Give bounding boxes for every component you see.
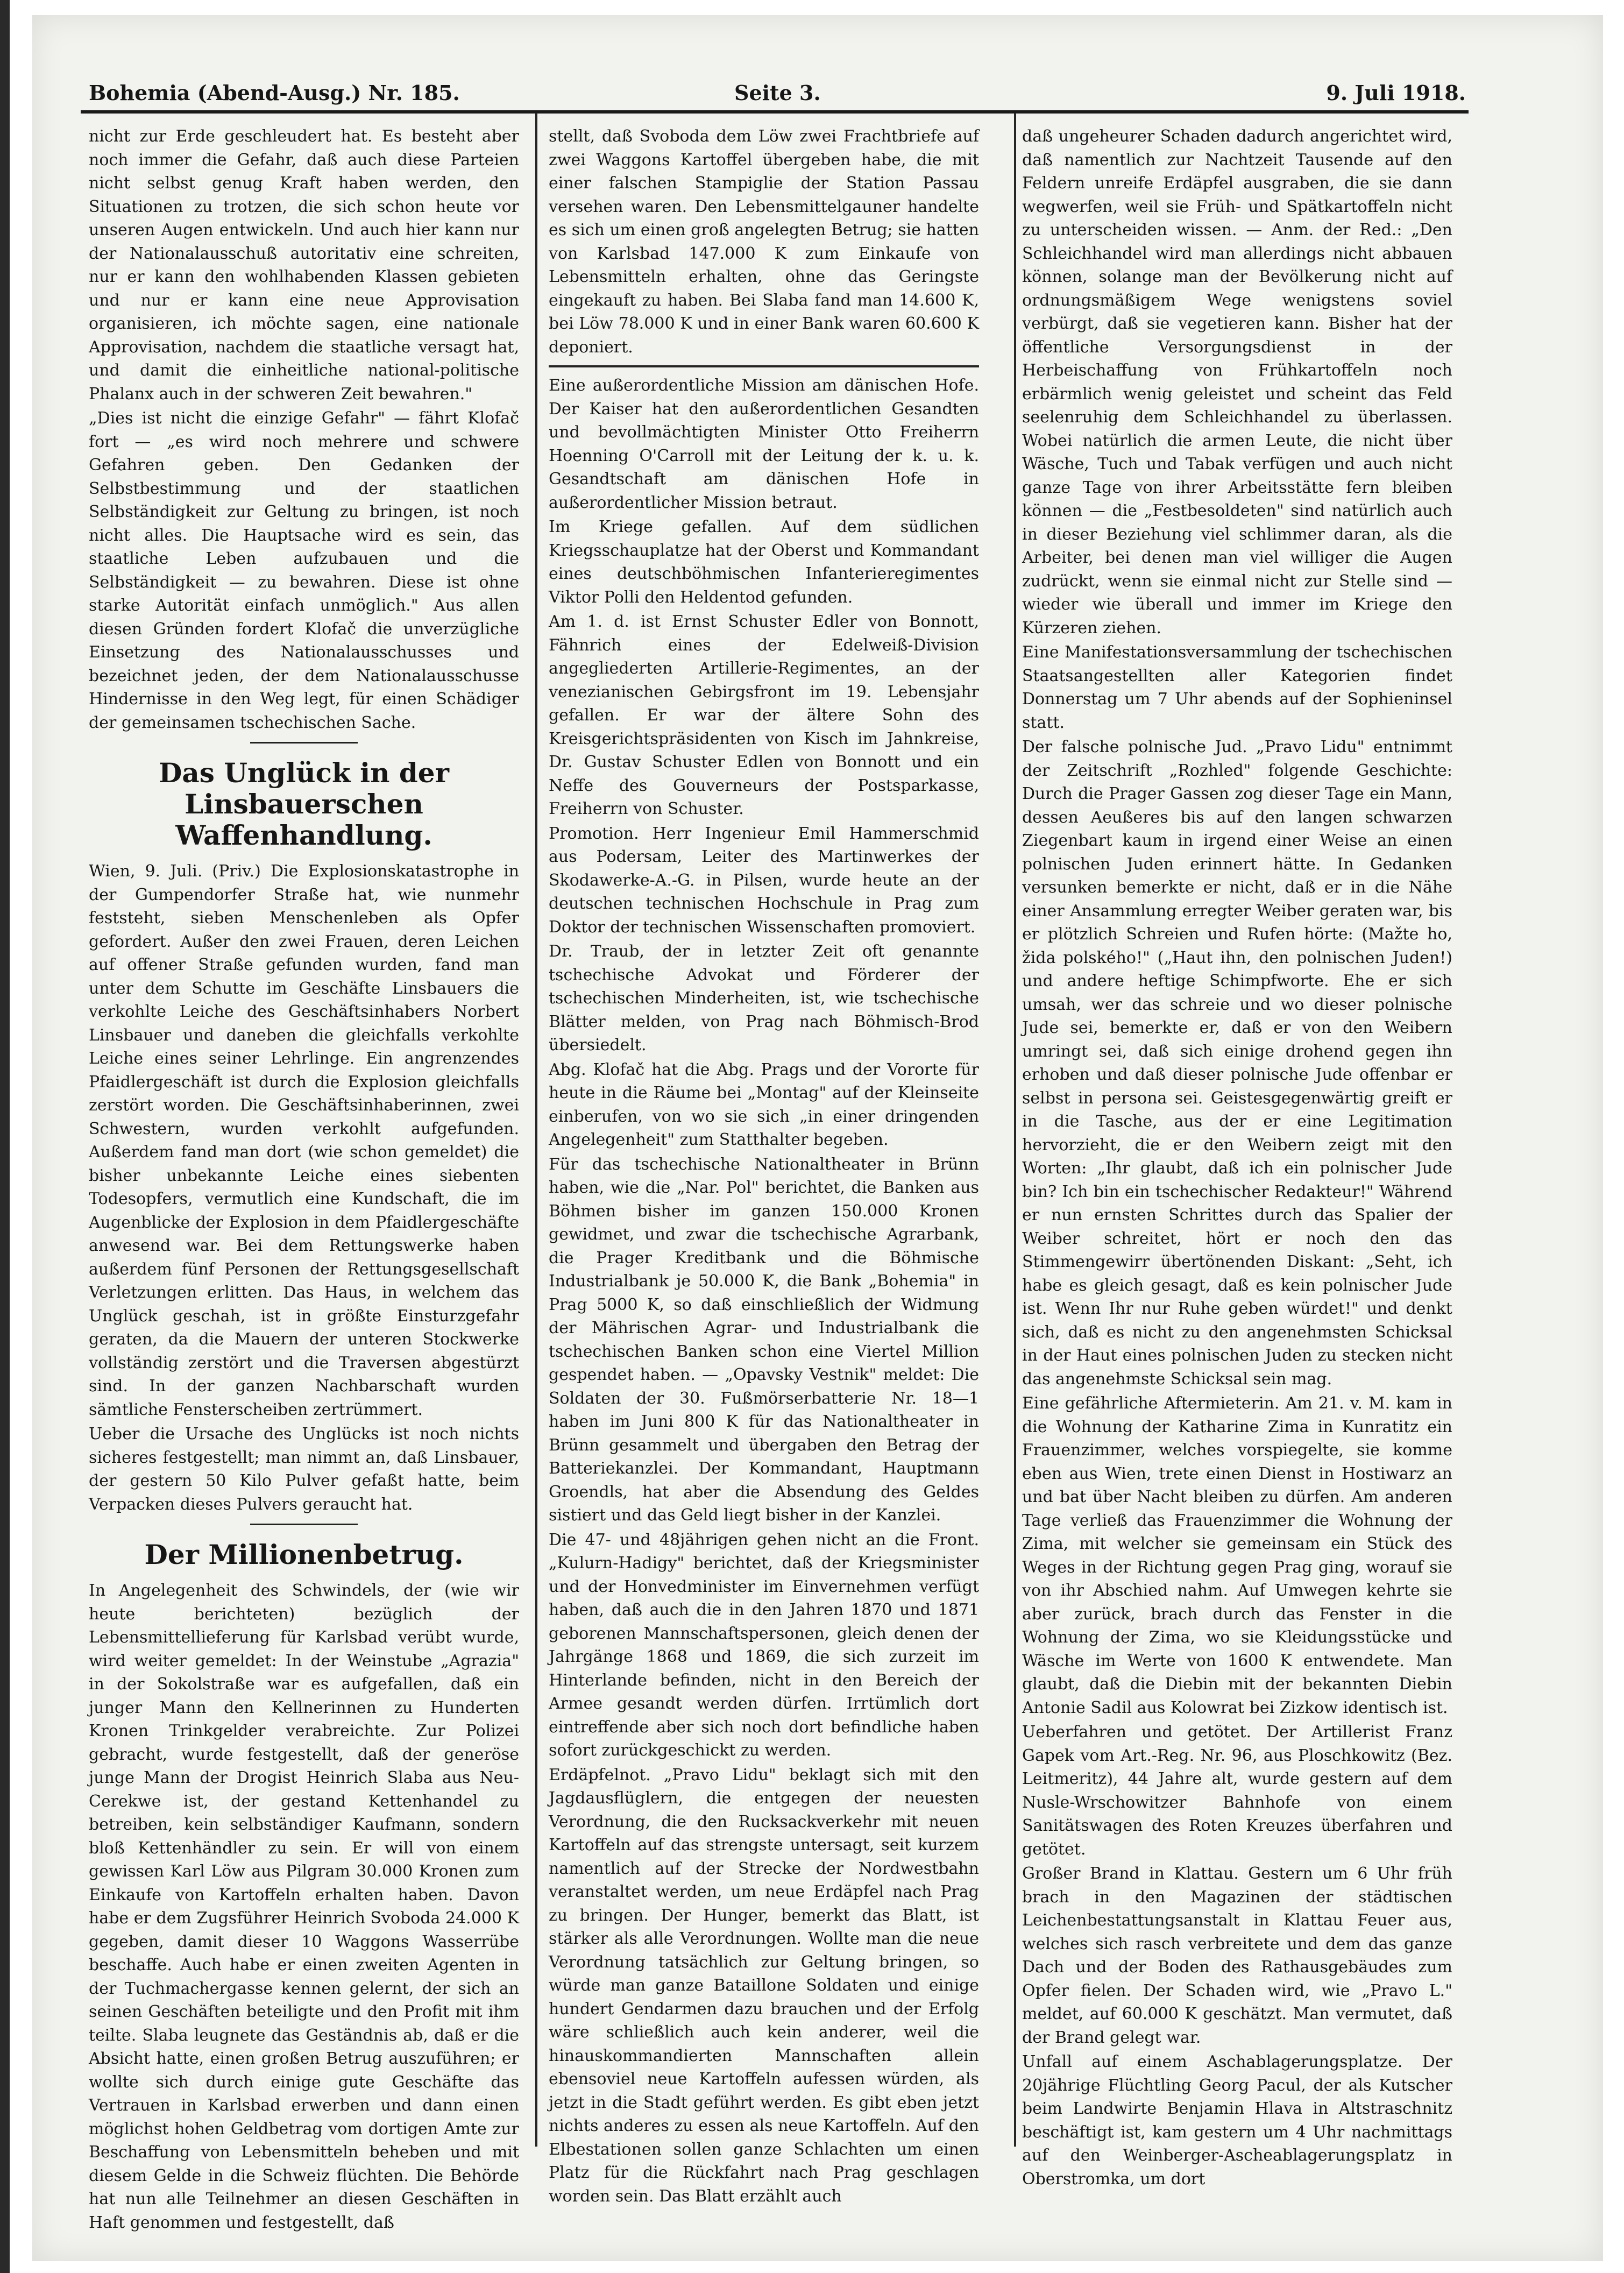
news-item: Eine außerordentliche Mission am dänischen Hofe. Der Kaiser hat den außerordentlichen Gesandten und bevollmächtigten Minister Otto Freiherrn Hoenning O'Carroll mit der Leitung der k. u. k. Gesandtschaft am dänischen Hofe in außerordentlicher Mission betraut. <box>549 376 979 512</box>
section-rule <box>250 742 358 743</box>
column-1 <box>89 125 519 2234</box>
news-item: Am 1. d. ist Ernst Schuster Edler von Bonnott, Fähnrich eines der Edelweiß-Division angegliederten Artillerie-Regimentes, an der venezianischen Gebirgsfront im 19. Lebensjahr gefallen. Er war der ältere Sohn des Kreisgerichtspräsidenten von Kisch im Jahnkreise, Dr. Gustav Schuster Edlen von Bonnott und ein Neffe des Gouverneurs der Postsparkasse, Freiherrn von Schuster. <box>549 612 979 818</box>
headline-fraud: Der Millionenbetrug. <box>144 1539 464 1570</box>
news-item: daß ungeheurer Schaden dadurch angerichtet wird, daß namentlich zur Nachtzeit Tausende auf den Feldern unreife Erdäpfel ausgraben, die sie dann wegwerfen, weil sie Früh- und Spätkartoffeln nicht zu unterscheiden wissen. — Anm. der Red.: „Den Schleichhandel wird man allerdings nicht abbauen können, solange man der Bevölkerung nicht auf ordnungsmäßigem Wege wenigstens soviel verbürgt, daß sie vegetieren kann. Bisher hat der öffentliche Versorgungsdienst in der Herbeischaffung von Frühkartoffeln noch erbärmlich wenig geleistet und scheint das Feld seelenruhig dem Schleichhandel zu überlassen. Wobei natürlich die armen Leute, die nicht über Wäsche, Tuch und Tabak verfügen und auch nicht ganze Tage von ihrer Arbeitsstätte fern bleiben können — die „Festbesoldeten" sind natürlich auch in dieser Beziehung viel schlimmer daran, als die Arbeiter, bei denen man viel williger die Augen zudrückt, wenn sie einmal nicht zur Stelle sind — wieder wie überall und immer im Kriege den Kürzeren ziehen. <box>1022 127 1452 638</box>
news-item: Eine gefährliche Aftermieterin. Am 21. v. M. kam in die Wohnung der Katharine Zima in Kunratitz ein Frauenzimmer, welches vorspiegelte, sie komme eben aus Wien, trete einen Dienst in Hostiwarz an und bat über Nacht bleiben zu dürfen. Am anderen Tage verließ das Frauenzimmer die Wohnung der Zima, mit welcher sie gemeinsam ein Stück des Weges in der Richtung gegen Prag ging, worauf sie von ihr Abschied nahm. Auf Umwegen kehrte sie aber zurück, brach durch das Fenster in die Wohnung der Zima, wo sie Kleidungsstücke und Wäsche im Werte von 1600 K entwendete. Man glaubt, daß die Diebin mit der bekannten Diebin Antonie Sadil aus Kolowrat bei Zizkow identisch ist. <box>1022 1394 1452 1717</box>
news-item: Im Kriege gefallen. Auf dem südlichen Kriegsschauplatze hat der Oberst und Kommandant eines deutschböhmischen Infanterieregimentes Viktor Polli den Heldentod gefunden. <box>549 518 979 607</box>
article-paragraph: In Angelegenheit des Schwindels, der (wie wir heute berichteten) bezüglich der Lebensmittellieferung für Karlsbad verübt wurde, wird weiter gemeldet: In der Weinstube „Agrazia" in der Sokolstraße war es aufgefallen, daß ein junger Mann den Kellnerinnen zu Hunderten Kronen Trinkgelder verabreichte. Zur Polizei gebracht, wurde festgestellt, daß der generöse junge Mann der Drogist Heinrich Slaba aus Neu-Cerekwe ist, der gestand Kettenhandel zu betreiben, kein selbständiger Kaufmann, sondern bloß Kettenhändler zu sein. Er will von einem gewissen Karl Löw aus Pilgram 30.000 Kronen zum Einkaufe von Kartoffeln erhalten haben. Davon habe er dem Zugsführer Heinrich Svoboda 24.000 K gegeben, damit dieser 10 Waggons Wasserrübe beschaffe. Auch habe er einen zweiten Agenten in der Tuchmachergasse kennen gelernt, der sich an seinen Geschäften beteiligte und den Profit mit ihm teilte. Slaba leugnete das Geständnis ab, daß er die Absicht hatte, einen großen Betrug auszuführen; er wollte sich durch einige gute Geschäfte das Vertrauen in Karlsbad erwerben und dann einen möglichst hohen Geldbetrag vom dortigen Amte zur Beschaffung von Lebensmitteln beheben und mit diesem Gelde in die Schweiz flüchten. Die Behörde hat nun alle Teilnehmer an diesen Geschäften in Haft genommen und festgestellt, daß <box>89 1581 519 2232</box>
news-item: Eine Manifestationsversammlung der tschechischen Staatsangestellten aller Kategorien findet Donnerstag um 7 Uhr abends auf der Sophieninsel statt. <box>1022 643 1452 732</box>
page-header <box>89 81 1466 113</box>
section-rule <box>250 1524 358 1525</box>
column-divider <box>1014 113 1016 2147</box>
column-divider <box>535 113 537 2147</box>
article-paragraph: stellt, daß Svoboda dem Löw zwei Frachtbriefe auf zwei Waggons Kartoffel übergeben habe, die mit einer falschen Stampiglie der Station Passau versehen waren. Den Lebensmittelgauner handelte es sich um einen groß angelegten Betrug; sie hatten von Karlsbad 147.000 K zum Einkaufe von Lebensmitteln erhalten, ohne das Geringste eingekauft zu haben. Bei Slaba fand man 14.600 K, bei Löw 78.000 K und in einer Bank waren 60.600 K deponiert. <box>549 127 979 357</box>
article-paragraph: Ueber die Ursache des Unglücks ist noch nichts sicheres festgestellt; man nimmt an, daß Linsbauer, der gestern 50 Kilo Pulver gefaßt hatte, beim Verpacken dieses Pulvers geraucht hat. <box>89 1425 519 1514</box>
news-item: Dr. Traub, der in letzter Zeit oft genannte tschechische Advokat und Förderer der tschechischen Minderheiten, ist, wie tschechische Blätter melden, von Prag nach Böhmisch-Brod übersiedelt. <box>549 942 979 1054</box>
news-item: Ueberfahren und getötet. Der Artillerist Franz Gapek vom Art.-Reg. Nr. 96, aus Ploschkowitz (Bez. Leitmeritz), 44 Jahre alt, wurde gestern auf dem Nusle-Wrschowitzer Bahnhofe von einem Sanitätswagen des Roten Kreuzes überfahren und getötet. <box>1022 1723 1452 1859</box>
section-rule <box>549 365 979 367</box>
column-2 <box>549 125 979 2208</box>
article-paragraph: nicht zur Erde geschleudert hat. Es besteht aber noch immer die Gefahr, daß auch diese Parteien nicht selbst genug Kraft haben werden, den Situationen zu trotzen, die sich schon heute vor unseren Augen entwickeln. Und auch hier kann nur der Nationalausschuß autoritativ eine schreiten, nur er kann den wohlhabenden Klassen gebieten und nur er kann eine neue Approvisation organisieren, ich möchte sagen, eine nationale Approvisation, nachdem die staatliche versagt hat, und damit die einheitliche national-politische Phalanx auch in der schweren Zeit bewahren." <box>89 127 519 403</box>
headline-explosion: Das Unglück in der Linsbauerschen Waffenhandlung. <box>159 757 449 851</box>
page-edge <box>0 0 10 2273</box>
news-item: Erdäpfelnot. „Pravo Lidu" beklagt sich mit den Jagdausflüglern, die entgegen der neuesten Verordnung, die den Rucksackverkehr mit neuen Kartoffeln auf das strengste untersagt, seit kurzem namentlich auf der Strecke der Nordwestbahn veranstaltet werden, um neue Erdäpfel nach Prag zu bringen. Der Hunger, bemerkt das Blatt, ist stärker als alle Verordnungen. Wollte man die neue Verordnung tatsächlich zur Geltung bringen, so würde man ganze Bataillone Soldaten und einige hundert Gendarmen dazu brauchen und der Erfolg wäre schließlich auch kein anderer, weil die hinauskommandierten Mannschaften allein ebensoviel neue Kartoffeln aufessen würden, als jetzt in die Stadt geführt werden. Es gibt eben jetzt nichts anderes zu essen als neue Kartoffeln. Auf den Elbestationen sollen ganze Schlachten um einen Platz für die Rückfahrt nach Prag geschlagen worden sein. Das Blatt erzählt auch <box>549 1765 979 2206</box>
news-item: Promotion. Herr Ingenieur Emil Hammerschmid aus Podersam, Leiter des Martinwerkes der Skodawerke-A.-G. in Pilsen, wurde heute an der deutschen technischen Hochschule in Prag zum Doktor der technischen Wissenschaften promoviert. <box>549 824 979 937</box>
column-3 <box>1022 125 1452 2191</box>
news-item: Für das tschechische Nationaltheater in Brünn haben, wie die „Nar. Pol" berichtet, die Banken aus Böhmen bisher im ganzen 150.000 Kronen gewidmet, und zwar die tschechische Agrarbank, die Prager Kreditbank und die Böhmische Industrialbank je 50.000 K, die Bank „Bohemia" in Prag 5000 K, so daß einschließlich der Widmung der Mährischen Agrar- und Industrialbank die tschechischen Banken schon eine Viertel Million gespendet haben. — „Opavsky Vestnik" meldet: Die Soldaten der 30. Fußmörserbatterie Nr. 18—1 haben im Juni 800 K für das Nationaltheater in Brünn gesammelt und übergaben den Betrag der Batteriekanzlei. Der Kommandant, Hauptmann Groendls, hat aber die Absendung des Geldes sistiert und das Geld liegt bisher in der Kanzlei. <box>549 1155 979 1525</box>
article-paragraph: „Dies ist nicht die einzige Gefahr" — fährt Klofač fort — „es wird noch mehrere und schwere Gefahren geben. Den Gedanken der Selbstbestimmung und der staatlichen Selbständigkeit zur Geltung zu bringen, ist noch nicht alles. Die Hauptsache wird es sein, das staatliche Leben aufzubauen und die Selbständigkeit — zu bewahren. Diese ist ohne starke Autorität einfach unmöglich." Aus allen diesen Gründen fordert Klofač die unverzügliche Einsetzung des Nationalausschusses und bezeichnet jeden, der dem Nationalausschusse Hindernisse in den Weg legt, für einen Schädiger der gemeinsamen tschechischen Sache. <box>89 409 519 732</box>
masthead-left: Bohemia (Abend-Ausg.) Nr. 185. <box>89 81 460 105</box>
page-number: Seite 3. <box>734 81 821 105</box>
header-rule <box>81 110 1469 114</box>
news-item: Abg. Klofač hat die Abg. Prags und der Vororte für heute in die Räume bei „Montag" auf der Kleinseite einberufen, von wo sie sich „in einer dringenden Angelegenheit" zum Statthalter begeben. <box>549 1060 979 1149</box>
news-item: Unfall auf einem Aschablagerungsplatze. Der 20jährige Flüchtling Georg Pacul, der als Kutscher beim Landwirte Benjamin Hlava in Altstraschnitz beschäftigt ist, kam gestern um 4 Uhr nachmittags auf den Weinberger-Ascheablagerungsplatz in Oberstromka, um dort <box>1022 2052 1452 2189</box>
news-item: Die 47- und 48jährigen gehen nicht an die Front. „Kulurn-Hadigy" berichtet, daß der Kriegsminister und der Honvedminister im Einvernehmen verfügt haben, daß auch die in den Jahren 1870 und 1871 geborenen Mannschaftspersonen, gleich denen der Jahrgänge 1868 und 1869, die sich zurzeit im Hinterlande befinden, nicht in den Bereich der Armee gesandt werden dürfen. Irrtümlich dort eintreffende aber sich noch dort befindliche haben sofort zurückgeschickt zu werden. <box>549 1530 979 1760</box>
news-item: Großer Brand in Klattau. Gestern um 6 Uhr früh brach in den Magazinen der städtischen Leichenbestattungsanstalt in Klattau Feuer aus, welches sich rasch verbreitete und dem das ganze Dach und der Boden des Rathausgebäudes zum Opfer fielen. Der Schaden wird, wie „Pravo L." meldet, auf 60.000 K geschätzt. Man vermutet, daß der Brand gelegt war. <box>1022 1864 1452 2047</box>
issue-date: 9. Juli 1918. <box>1326 81 1466 105</box>
article-paragraph: Wien, 9. Juli. (Priv.) Die Explosionskatastrophe in der Gumpendorfer Straße hat, wie nunmehr feststeht, sieben Menschenleben als Opfer gefordert. Außer den zwei Frauen, deren Leichen auf offener Straße gefunden wurden, fand man unter dem Schutte im Geschäfte Linsbauers die verkohlte Leiche des Geschäftsinhabers Norbert Linsbauer und daneben die gleichfalls verkohlte Leiche eines seiner Lehrlinge. Ein angrenzendes Pfaidlergeschäft ist durch die Explosion gleichfalls zerstört worden. Die Geschäftsinhaberinnen, zwei Schwestern, wurden verkohlt aufgefunden. Außerdem fand man dort (wie schon gemeldet) die bisher unbekannte Leiche eines siebenten Todesopfers, vermutlich eine Kundschaft, die im Augenblicke der Explosion in dem Pfaidlergeschäfte anwesend war. Bei dem Rettungswerke haben außerdem fünf Personen der Rettungsgesellschaft Verletzungen erlitten. Das Haus, in welchem das Unglück geschah, ist in größte Einsturzgefahr geraten, da die Mauern der unteren Stockwerke vollständig zerstört und die Traversen abgestürzt sind. In der ganzen Nachbarschaft wurden sämtliche Fensterscheiben zertrümmert. <box>89 862 519 1419</box>
news-item: Der falsche polnische Jud. „Pravo Lidu" entnimmt der Zeitschrift „Rozhled" folgende Geschichte: Durch die Prager Gassen zog dieser Tage ein Mann, dessen Aeußeres bis auf den langen schwarzen Ziegenbart kaum in irgend einer Weise an einen polnischen Juden erinnert hätte. In Gedanken versunken bemerkte er nicht, daß er in die Nähe einer Ansammlung erregter Weiber geraten war, bis er plötzlich Schreien und Rufen hörte: (Mažte ho, žida polského!" („Haut ihn, den polnischen Juden!) und andere heftige Schimpfworte. Ehe er sich umsah, wer das schreie und wo dieser polnische Jude sei, bemerkte er, daß er von den Weibern umringt sei, daß sich einige drohend gegen ihn erhoben und daß dieser polnische Jude offenbar er selbst in persona sei. Geistesgegenwärtig greift er in die Tasche, aus der er eine Legitimation hervorzieht, die er den Weibern zeigt mit den Worten: „Ihr glaubt, daß ich ein polnischer Jude bin? Ich bin ein tschechischer Redakteur!" Während er nun ernsten Schrittes durch das Spalier der Weiber schreitet, hört er noch den das Stimmengewirr übertönenden Diskant: „Seht, ich habe es gleich gesagt, daß es kein polnischer Jude ist. Wenn Ihr nur Ruhe geben würdet!" und denkt sich, daß es nicht zu den angenehmsten Schicksal in der Haut eines polnischen Juden zu stecken nicht das angenehmste Schicksal sein mag. <box>1022 738 1452 1389</box>
